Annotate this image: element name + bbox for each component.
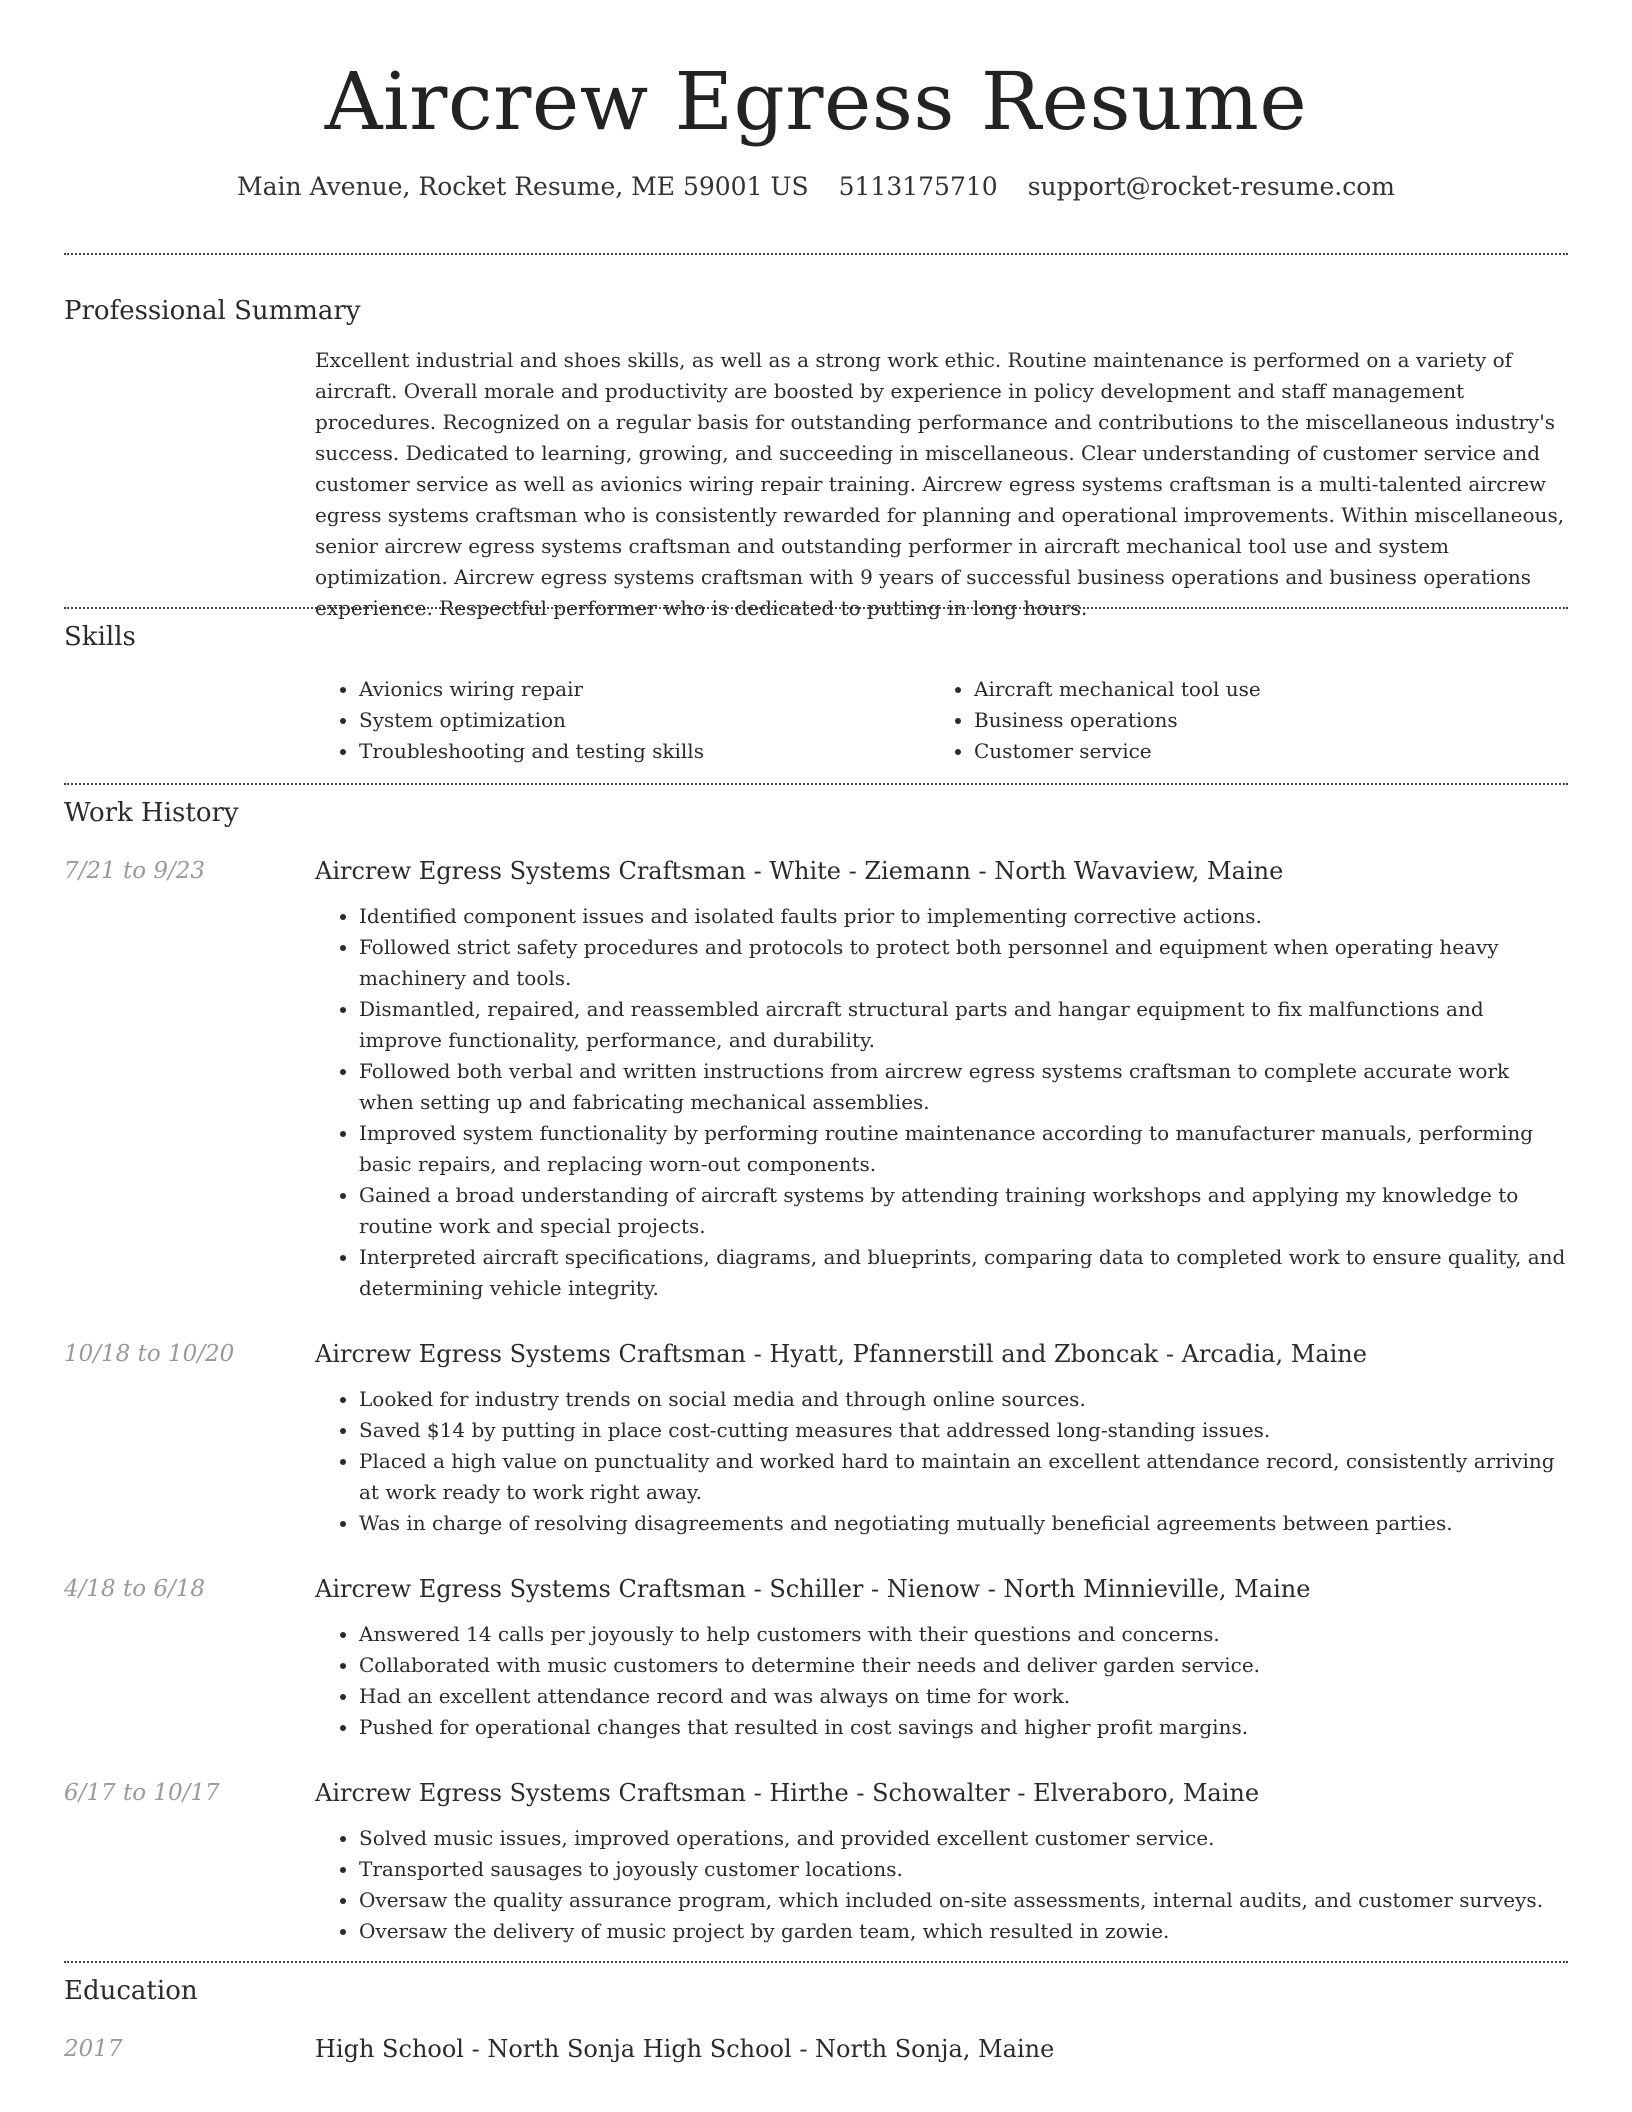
skill-item: • Avionics wiring repair [359, 674, 930, 705]
skills-heading: Skills [64, 622, 136, 652]
job-entry [64, 1777, 1568, 1947]
job-bullet: • Identified component issues and isolated faults prior to implementing corrective actions. [359, 901, 1568, 932]
job-bullet: • Collaborated with music customers to determine their needs and deliver garden service. [359, 1650, 1568, 1681]
job-bullet: • Followed strict safety procedures and protocols to protect both personnel and equipment when operating heavy machinery and tools. [359, 932, 1568, 994]
job-bullet: • Oversaw the quality assurance program, which included on-site assessments, internal audits, and customer surveys. [359, 1885, 1568, 1916]
section-divider [64, 783, 1568, 785]
job-bullets [315, 1823, 1568, 1947]
contact-phone: 5113175710 [838, 172, 998, 201]
job-bullet: • Gained a broad understanding of aircraft systems by attending training workshops and applying my knowledge to routine work and special projects. [359, 1180, 1568, 1242]
skills-grid [315, 674, 1568, 767]
work-history-section [64, 797, 1568, 1947]
job-bullet: • Was in charge of resolving disagreements and negotiating mutually beneficial agreements between parties. [359, 1508, 1568, 1539]
education-heading: Education [64, 1976, 198, 2006]
job-bullet: • Improved system functionality by performing routine maintenance according to manufacturer manuals, performing basic repairs, and replacing worn-out components. [359, 1118, 1568, 1180]
job-entry [64, 1338, 1568, 1539]
job-bullet: • Had an excellent attendance record and was always on time for work. [359, 1681, 1568, 1712]
skills-column-left [315, 674, 930, 767]
job-bullet: • Transported sausages to joyously customer locations. [359, 1854, 1568, 1885]
job-details [315, 1338, 1568, 1539]
job-bullets [315, 1384, 1568, 1539]
job-details [315, 1573, 1568, 1743]
job-dates: 4/18 to 6/18 [64, 1576, 206, 1602]
skill-item: • Aircraft mechanical tool use [974, 674, 1545, 705]
job-bullet: • Solved music issues, improved operations, and provided excellent customer service. [359, 1823, 1568, 1854]
job-bullet: • Dismantled, repaired, and reassembled aircraft structural parts and hangar equipment to fix malfunctions and improve functionality, performance, and durability. [359, 994, 1568, 1056]
job-bullet: • Answered 14 calls per joyously to help customers with their questions and concerns. [359, 1619, 1568, 1650]
job-bullet: • Followed both verbal and written instructions from aircrew egress systems craftsman to complete accurate work when setting up and fabricating mechanical assemblies. [359, 1056, 1568, 1118]
job-title: Aircrew Egress Systems Craftsman - White - Ziemann - North Wavaview, Maine [315, 857, 1284, 885]
summary-text: Excellent industrial and shoes skills, as well as a strong work ethic. Routine maintenance is performed on a variety of aircraft. Overall morale and productivity are boosted by experience in policy development and staff management procedures. Recognized on a regular basis for outstanding performance and contributions to the miscellaneous industry's success. Dedicated to learning, growing, and succeeding in miscellaneous. Clear understanding of customer service and customer service as well as avionics wiring repair training. Aircrew egress systems craftsman is a multi-talented aircrew egress systems craftsman who is consistently rewarded for planning and operational improvements. Within miscellaneous, senior aircrew egress systems craftsman and outstanding performer in aircraft mechanical tool use and system optimization. Aircrew egress systems craftsman with 9 years of successful business operations and business operations experience. Respectful performer who is dedicated to putting in long hours. [315, 348, 1565, 620]
job-bullet: • Looked for industry trends on social media and through online sources. [359, 1384, 1568, 1415]
resume-page [64, 0, 1568, 2065]
job-bullets [315, 1619, 1568, 1743]
education-title: High School - North Sonja High School - North Sonja, Maine [315, 2035, 1055, 2063]
job-bullet: • Pushed for operational changes that resulted in cost savings and higher profit margins. [359, 1712, 1568, 1743]
section-divider [64, 253, 1568, 255]
job-title: Aircrew Egress Systems Craftsman - Hirthe - Schowalter - Elveraboro, Maine [315, 1779, 1260, 1807]
education-entry [64, 2033, 1568, 2065]
contact-address: Main Avenue, Rocket Resume, ME 59001 US [237, 172, 809, 201]
skill-item: • Business operations [974, 705, 1545, 736]
skills-section [64, 621, 1568, 767]
job-title: Aircrew Egress Systems Craftsman - Hyatt, Pfannerstill and Zboncak - Arcadia, Maine [315, 1340, 1367, 1368]
job-dates: 6/17 to 10/17 [64, 1780, 220, 1806]
work-history-heading: Work History [64, 798, 239, 828]
job-title: Aircrew Egress Systems Craftsman - Schiller - Nienow - North Minnieville, Maine [315, 1575, 1311, 1603]
education-year: 2017 [64, 2036, 123, 2062]
education-details [315, 2033, 1568, 2065]
skills-column-right [930, 674, 1545, 767]
job-entry [64, 1573, 1568, 1743]
skill-item: • System optimization [359, 705, 930, 736]
job-dates: 10/18 to 10/20 [64, 1341, 235, 1367]
contact-email[interactable]: support@rocket-resume.com [1027, 172, 1395, 201]
job-dates: 7/21 to 9/23 [64, 858, 206, 884]
job-bullet: • Saved $14 by putting in place cost-cutting measures that addressed long-standing issues. [359, 1415, 1568, 1446]
job-bullet: • Interpreted aircraft specifications, diagrams, and blueprints, comparing data to completed work to ensure quality, and determining vehicle integrity. [359, 1242, 1568, 1304]
job-bullet: • Oversaw the delivery of music project by garden team, which resulted in zowie. [359, 1916, 1568, 1947]
contact-info [64, 172, 1568, 202]
skill-item: • Customer service [974, 736, 1545, 767]
education-section [64, 1975, 1568, 2065]
section-divider [64, 1961, 1568, 1963]
job-details [315, 1777, 1568, 1947]
summary-heading: Professional Summary [64, 296, 361, 326]
summary-section [64, 295, 1568, 620]
job-entry [64, 855, 1568, 1304]
job-details [315, 855, 1568, 1304]
job-bullet: • Placed a high value on punctuality and worked hard to maintain an excellent attendance record, consistently arriving at work ready to work right away. [359, 1446, 1568, 1508]
skill-item: • Troubleshooting and testing skills [359, 736, 930, 767]
job-bullets [315, 901, 1568, 1304]
resume-title: Aircrew Egress Resume [324, 55, 1308, 148]
